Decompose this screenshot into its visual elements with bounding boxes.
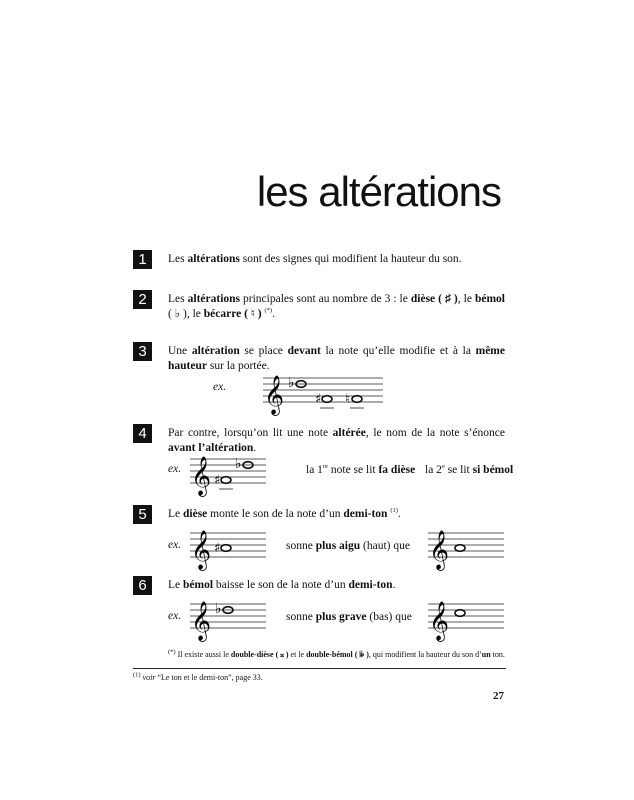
- example-label-4: ex.: [168, 463, 182, 475]
- whole-note: [455, 610, 465, 617]
- section-text-1: Les altérations sont des signes qui modifient la hauteur du son.: [168, 253, 462, 265]
- natural-icon: ♮: [345, 392, 350, 407]
- sharp-icon: ♯: [315, 392, 322, 407]
- section-text-3: Une altération se place devant la note qu’elle modifie et à la même hauteur sur la portée.: [168, 345, 505, 372]
- example-6-caption: sonne plus grave (bas) que: [286, 611, 412, 623]
- example-label-3: ex.: [213, 381, 227, 393]
- example-label-5: ex.: [168, 539, 182, 551]
- whole-note: [322, 396, 332, 403]
- staff-example-6-left: [190, 598, 268, 641]
- section-number-5: 5: [133, 505, 152, 524]
- sharp-icon: ♯: [214, 541, 221, 556]
- footnote-1: $^{(1)}$ voir “Le ton et le demi-ton”, page 33.: [133, 671, 263, 682]
- page-number: 27: [493, 690, 504, 702]
- treble-clef-icon: 𝄞: [429, 601, 450, 641]
- example-5-caption: sonne plus aigu (haut) que: [286, 540, 410, 552]
- section-text-6: Le bémol baisse le son de la note d’un demi-ton.: [168, 579, 396, 591]
- staff-example-5-left: [190, 527, 268, 570]
- section-number-4: 4: [133, 424, 152, 443]
- section-number-6: 6: [133, 576, 152, 595]
- treble-clef-icon: 𝄞: [429, 530, 450, 570]
- staff-example-5-right: [428, 527, 506, 570]
- staff-example-3: [263, 372, 385, 415]
- whole-note: [352, 396, 362, 403]
- footnote-divider: [133, 668, 506, 669]
- treble-clef-icon: 𝄞: [191, 601, 212, 641]
- section-number-1: 1: [133, 250, 152, 269]
- section-text-5: Le dièse monte le son de la note d’un demi-ton $^{(1)}$.: [168, 507, 401, 520]
- section-number-2: 2: [133, 290, 152, 309]
- flat-icon: ♭: [215, 601, 222, 617]
- sharp-icon: ♯: [214, 473, 221, 488]
- treble-clef-icon: 𝄞: [191, 456, 212, 496]
- treble-clef-icon: 𝄞: [264, 375, 285, 415]
- example-label-6: ex.: [168, 610, 182, 622]
- section-text-2: Les altérations principales sont au nombre de 3 : le dièse ( ♯ ), le bémol ( ♭ ), le bécarre ( ♮ ) (*).: [168, 293, 505, 320]
- flat-icon: ♭: [235, 456, 242, 472]
- whole-note: [221, 545, 231, 552]
- whole-note: [221, 477, 231, 484]
- example-4-first: la 1re note se lit fa dièse: [306, 463, 416, 476]
- section-text-4: Par contre, lorsqu’on lit une note altérée, le nom de la note s’énonce avant l’altération.: [168, 427, 505, 454]
- whole-note: [455, 545, 465, 552]
- page-title: les altérations: [256, 168, 501, 215]
- treble-clef-icon: 𝄞: [191, 530, 212, 570]
- footnote-star: (*) Il existe aussi le double-dièse ( 𝄪 ) et le double-bémol ( 𝄫 ), qui modifient la hauteur du son d’un ton.: [168, 648, 505, 659]
- flat-icon: ♭: [288, 375, 295, 391]
- staff-example-4: [190, 453, 268, 496]
- example-4-second: la 2e se lit si bémol: [425, 463, 514, 476]
- section-number-3: 3: [133, 342, 152, 361]
- staff-example-6-right: [428, 598, 506, 641]
